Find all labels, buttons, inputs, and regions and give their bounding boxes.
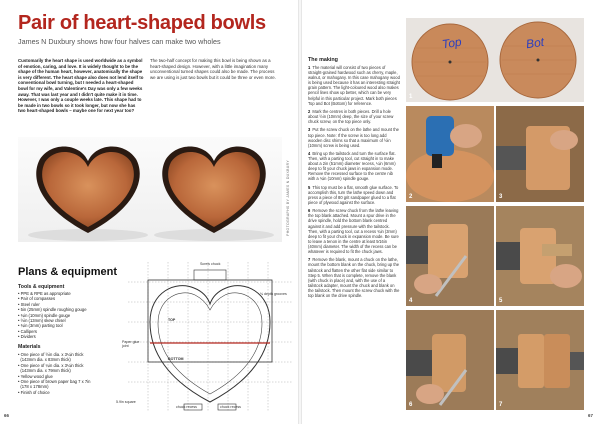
list-item: • ½in (13mm) skew chisel — [18, 318, 66, 324]
photo-3 — [496, 106, 584, 202]
list-item: • One piece of ½in dia. x 3¼in thick — [18, 352, 84, 357]
making-heading: The making — [308, 57, 338, 63]
list-item: • Finish of choice — [18, 389, 50, 395]
disc-label-bot: Bot — [525, 34, 545, 52]
making-column — [308, 57, 400, 301]
step-1: 1 The material will consist of two pieces of straight-grained hardwood such as cherry, maple, walnut, or mahogany. In this case mahogany wood is being used because it has an interesting straight grain pattern. The light-coloured wood also makes pencil lines show up better, which can be very helpful in this particular project. Mark both pieces Top and Bot (Bottom) for reference. — [308, 65, 400, 106]
step-7: 7 Remove the blank, mount a chuck on the lathe, mount the bottom blank on the chuck, bring up the tailstock and flatten the other flat side similar to Step 5. When that is complete, remove the blank (with chuck in place) and, with the use of a tailstock adapter, mount the chuck and blank on the tailstock. Then mount the screw chuck with the top blank on the drive spindle. — [308, 257, 400, 298]
step-4: 4 Bring up the tailstock and turn the surface flat. Then, with a parting tool, cut straight in to make about a 2in (51mm) diameter recess, ¼in (6mm) deep to fit your chuck jaws in expansion mode. Remove the recessed surface to the centre nib with a ¾in (10mm) spindle gouge. — [308, 150, 396, 182]
label-screw-chuck: Screw chuck — [200, 262, 221, 266]
lathe-chuck-image — [496, 106, 584, 202]
list-item: • ¾in (10mm) spindle gouge — [18, 312, 71, 318]
page-number-right: 67 — [588, 413, 593, 418]
list-item: • Yellow wood glue — [18, 373, 53, 379]
page-number-left: 66 — [4, 413, 9, 418]
label-chuck-recess-2: chuck recess — [220, 405, 241, 409]
spur-drive-image — [406, 310, 494, 410]
photo-7 — [496, 310, 584, 410]
plans-heading: Plans & equipment — [18, 266, 118, 278]
list-item: • One piece of ¼in dia. x 3¼in thick — [18, 362, 84, 368]
photo-number: 3 — [499, 194, 503, 200]
label-depth-grooves: ¾ depth grooves — [260, 292, 287, 296]
plan-diagram — [116, 262, 292, 412]
photo-number: 2 — [409, 194, 413, 200]
list-item: • One piece of brown paper bag 7 x 7in — [18, 379, 91, 385]
photo-4 — [406, 206, 494, 306]
photo-number: 4 — [409, 298, 413, 304]
list-item: (143mm dia. x 83mm thick) — [20, 357, 71, 363]
list-item: • 5in (25mm) spindle roughing gouge — [18, 307, 87, 313]
step-2: 2 Mark the centres in both pieces. Drill a hole about ½in (10mm) deep, the size of your screw chuck screw, on the top piece only. — [308, 108, 394, 125]
photo-number: 5 — [499, 298, 503, 304]
label-chuck-recess-1: chuck recess — [176, 405, 197, 409]
list-item: • Dividers — [18, 334, 36, 340]
list-item: • PPE & RPE as appropriate — [18, 291, 71, 296]
heart-bowls-image — [18, 137, 282, 242]
bowls-photo — [18, 137, 282, 242]
photo-number: 1 — [409, 94, 413, 100]
step-5: 5 This top must be a flat, smooth glue surface. To accomplish this, turn the lathe speed down and press a piece of 80 grit sandpaper glued to a flat piece of plywood against the surface. — [308, 184, 399, 205]
photo-6 — [406, 310, 494, 410]
photo-5 — [496, 206, 584, 306]
label-top: TOP — [168, 318, 176, 322]
heart-plan-drawing — [128, 262, 292, 412]
tools-list — [18, 291, 128, 340]
step-6: 6 Remove the screw chuck from the lathe leaving the top blank attached. Mount a spur drive in the drive spindle, hold the bottom blank centred against it and add pressure with the tailstock. Then, with a parting tool, cut a recess ¾in (3mm) deep to fit your chuck in expansion mode. Be sure to leave a tenon in the centre at least 5⁄16in (40mm) diameter. The width of the recess can be whatever is required to fit the chuck jaws. — [308, 208, 399, 255]
label-paper-joint: Paper glue joint — [122, 340, 140, 348]
article-title: Pair of heart-shaped bowls — [18, 12, 266, 34]
label-square: 5.9in square — [116, 400, 136, 404]
list-item: • Callipers — [18, 328, 37, 334]
drilling-image — [406, 106, 494, 202]
list-item: (143mm dia. x 79mm thick) — [20, 368, 71, 374]
list-item: • Steel ruler — [18, 301, 40, 307]
gutter — [298, 0, 302, 424]
photo-credit: PHOTOGRAPHS BY JAMES N DUXBURY — [286, 160, 290, 236]
list-item: • Pair of compasses — [18, 296, 56, 302]
photo-number: 7 — [499, 402, 503, 408]
photo-number: 6 — [409, 402, 413, 408]
parting-tool-image — [406, 206, 494, 306]
intro-paragraph: Customarily the heart shape is used worldwide as a symbol of emotion, caring, and love. It is widely thought to be the shape of the human heart, however, anatomically the shape is very different. The heart shape also does not lend itself to conventional bowl turning, but I needed a heart-shaped bowl for my wife, and Valentine's Day was only a few weeks away. That was last year and I didn't quite make it in time. However, I was only a couple weeks late. This shape had to be made in two bowls so it took longer, but now she has two heart-shaped bowls – maybe one for next year too? — [18, 58, 144, 114]
wood-discs-image — [406, 18, 584, 102]
disc-label-top: Top — [441, 34, 463, 52]
article-subtitle: James N Duxbury shows how four halves can make two wholes — [18, 37, 221, 46]
tailstock-mount-image — [496, 310, 584, 410]
photo-2 — [406, 106, 494, 202]
list-item: • ¾in (3mm) parting tool — [18, 323, 63, 329]
intro-paragraph-right: The two-half concept for making this bowl is being shown as a heart-shaped design. However, with a little imagination many unconventional turned shapes could also be made. The process we are using is just two bowls but it could be three or even more. — [150, 58, 276, 80]
photo-1 — [406, 18, 584, 102]
label-bottom: BOTTOM — [168, 357, 184, 361]
tools-heading: Tools & equipment — [18, 284, 65, 290]
materials-list — [18, 352, 128, 395]
sanding-image — [496, 206, 584, 306]
materials-heading: Materials — [18, 344, 41, 350]
list-item: (178 x 178mm) — [20, 384, 49, 390]
step-3: 3 Put the screw chuck on the lathe and mount the top piece. Note: If the screw is too long add wooden disc shims so that a maximum of ½in (10mm) screw is being used. — [308, 127, 399, 148]
